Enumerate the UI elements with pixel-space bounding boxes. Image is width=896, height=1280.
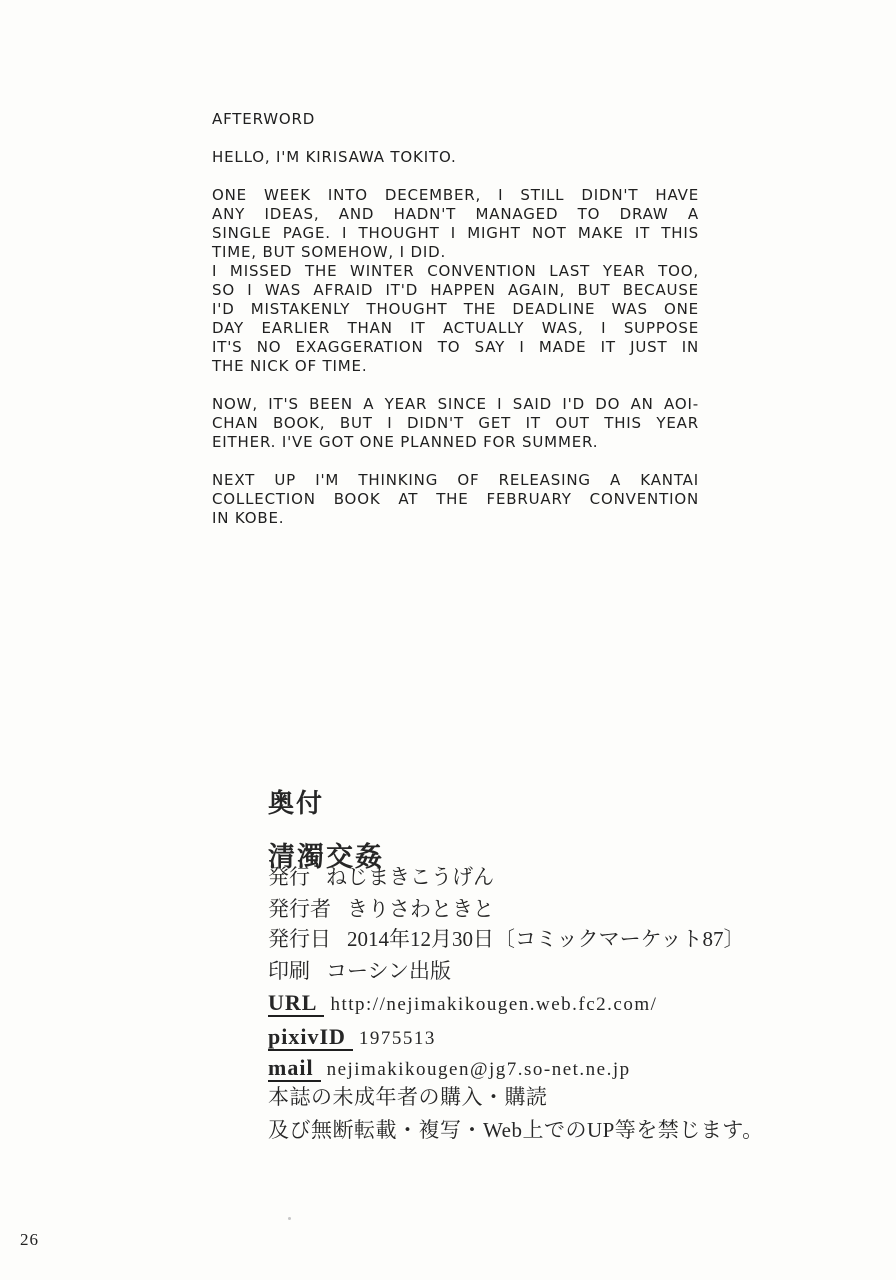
pixiv-value: 1975513 <box>358 1028 436 1049</box>
page-number: 26 <box>20 1230 39 1249</box>
afterword-paragraph <box>212 471 699 528</box>
colophon-row-mail <box>268 1055 631 1083</box>
reproduction-notice: 及び無断転載・複写・Web上でのUP等を禁じます。 <box>268 1118 764 1142</box>
afterword-line: HELLO, I'M KIRISAWA TOKITO. <box>212 148 457 166</box>
colophon-row-url <box>268 990 657 1018</box>
afterword-line: THE NICK OF TIME. <box>212 357 368 375</box>
afterword-line: IN KOBE. <box>212 509 285 527</box>
afterword-line: NOW, IT'S BEEN A YEAR SINCE I SAID I'D DO AN AOI- <box>212 395 699 413</box>
colophon-row-date <box>268 927 745 951</box>
colophon-row-publisher <box>268 865 494 889</box>
afterword-paragraph <box>212 262 699 376</box>
date-value: 2014年12月30日〔コミックマーケット87〕 <box>347 927 745 951</box>
afterword-paragraph <box>212 395 699 452</box>
afterword-paragraph <box>212 186 699 262</box>
afterword-paragraph <box>212 110 699 129</box>
url-label: URL <box>268 990 324 1017</box>
date-label: 発行日 <box>268 927 331 951</box>
book-title: 清濁交姦 <box>268 842 384 872</box>
colophon-row-pixiv <box>268 1024 436 1052</box>
author-label: 発行者 <box>268 897 331 921</box>
afterword-line: EITHER. I'VE GOT ONE PLANNED FOR SUMMER. <box>212 433 599 451</box>
afterword-text <box>212 110 699 528</box>
url-value: http://nejimakikougen.web.fc2.com/ <box>330 994 658 1015</box>
printer-value: コーシン出版 <box>326 959 452 983</box>
colophon-row-author <box>268 897 494 921</box>
minor-purchase-notice: 本誌の未成年者の購入・購読 <box>268 1085 548 1109</box>
afterword-line: SINGLE PAGE. I THOUGHT I MIGHT NOT MAKE IT THIS <box>212 224 699 242</box>
colophon-heading: 奥付 <box>268 789 325 818</box>
afterword-line: TIME, BUT SOMEHOW, I DID. <box>212 243 447 261</box>
publisher-label: 発行 <box>268 865 310 889</box>
publisher-value: ねじまきこうげん <box>326 865 494 889</box>
printer-label: 印刷 <box>268 959 310 983</box>
afterword-line: CHAN BOOK, BUT I DIDN'T GET IT OUT THIS YEAR <box>212 414 699 432</box>
mail-label: mail <box>268 1055 321 1082</box>
afterword-line: ONE WEEK INTO DECEMBER, I STILL DIDN'T HAVE <box>212 186 699 204</box>
afterword-line: DAY EARLIER THAN IT ACTUALLY WAS, I SUPPOSE <box>212 319 699 337</box>
afterword-paragraph <box>212 148 699 167</box>
afterword-line: ANY IDEAS, AND HADN'T MANAGED TO DRAW A <box>212 205 699 223</box>
scan-speck <box>288 1217 291 1220</box>
afterword-line: I'D MISTAKENLY THOUGHT THE DEADLINE WAS ONE <box>212 300 699 318</box>
afterword-line: NEXT UP I'M THINKING OF RELEASING A KANTAI <box>212 471 699 489</box>
afterword-line: AFTERWORD <box>212 110 316 128</box>
mail-value: nejimakikougen@jg7.so-net.ne.jp <box>326 1059 631 1080</box>
author-value: きりさわときと <box>347 897 494 921</box>
colophon-row-printer <box>268 959 451 983</box>
afterword-line: SO I WAS AFRAID IT'D HAPPEN AGAIN, BUT BECAUSE <box>212 281 699 299</box>
afterword-line: IT'S NO EXAGGERATION TO SAY I MADE IT JUST IN <box>212 338 699 356</box>
afterword-line: COLLECTION BOOK AT THE FEBRUARY CONVENTION <box>212 490 699 508</box>
pixiv-label: pixivID <box>268 1024 353 1051</box>
afterword-line: I MISSED THE WINTER CONVENTION LAST YEAR TOO, <box>212 262 699 280</box>
